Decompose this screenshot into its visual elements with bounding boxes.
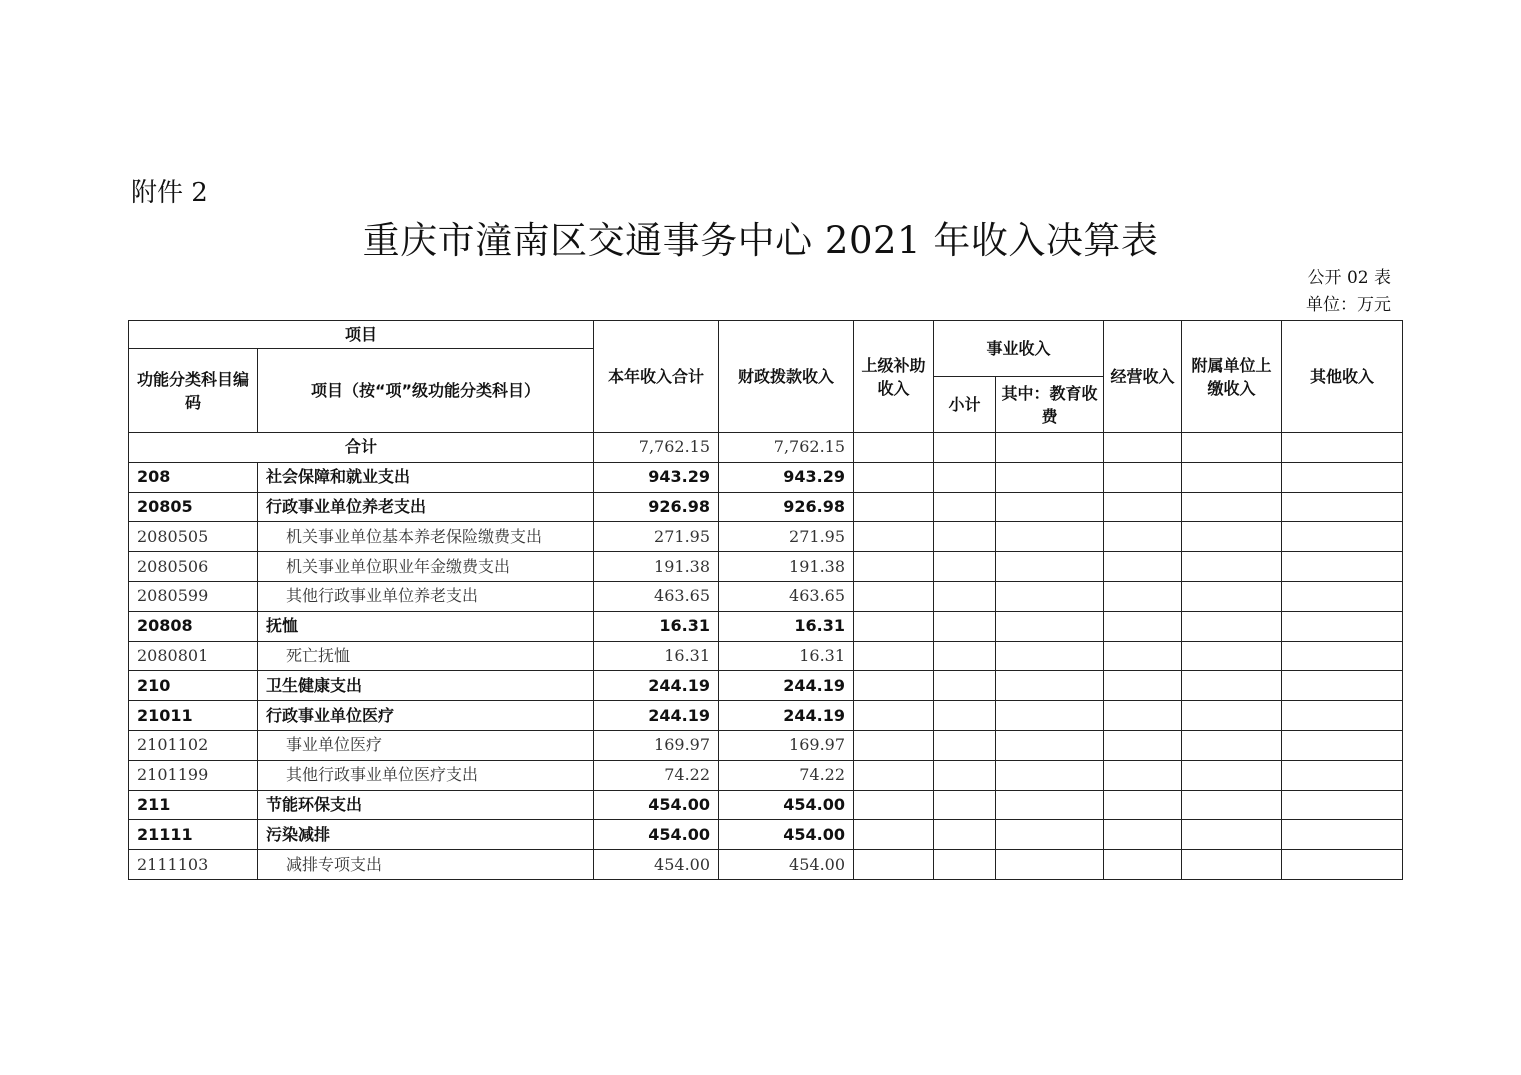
row-name: 死亡抚恤 xyxy=(258,641,594,671)
table-row xyxy=(129,522,1403,552)
header-operating: 经营收入 xyxy=(1104,321,1182,433)
empty-cell xyxy=(1104,552,1182,582)
empty-cell xyxy=(1282,760,1403,790)
row-name: 卫生健康支出 xyxy=(258,671,594,701)
total-fiscal-value: 7,762.15 xyxy=(719,433,854,463)
row-total-income: 271.95 xyxy=(594,522,719,552)
empty-cell xyxy=(854,641,934,671)
empty-cell xyxy=(854,730,934,760)
header-project: 项目 xyxy=(129,321,594,349)
row-code: 211 xyxy=(129,790,258,820)
row-name: 其他行政事业单位养老支出 xyxy=(258,581,594,611)
row-fiscal: 454.00 xyxy=(719,850,854,880)
attachment-label: 附件 2 xyxy=(131,178,208,208)
row-total-income: 74.22 xyxy=(594,760,719,790)
empty-cell xyxy=(1282,492,1403,522)
empty-cell xyxy=(854,611,934,641)
row-code: 2101102 xyxy=(129,730,258,760)
empty-cell xyxy=(1182,462,1282,492)
empty-cell xyxy=(1182,492,1282,522)
row-code: 21111 xyxy=(129,820,258,850)
row-code: 2111103 xyxy=(129,850,258,880)
empty-cell xyxy=(1182,522,1282,552)
row-fiscal: 454.00 xyxy=(719,820,854,850)
document-title: 重庆市潼南区交通事务中心 2021 年收入决算表 xyxy=(362,219,1159,262)
empty-cell xyxy=(1182,820,1282,850)
row-name: 节能环保支出 xyxy=(258,790,594,820)
table-row xyxy=(129,492,1403,522)
empty-cell xyxy=(1104,790,1182,820)
empty-cell xyxy=(854,820,934,850)
row-name: 机关事业单位基本养老保险缴费支出 xyxy=(258,522,594,552)
empty-cell xyxy=(1182,641,1282,671)
header-other: 其他收入 xyxy=(1282,321,1403,433)
row-fiscal: 16.31 xyxy=(719,611,854,641)
empty-cell xyxy=(996,462,1104,492)
empty-cell xyxy=(1182,850,1282,880)
empty-cell xyxy=(1282,611,1403,641)
unit-label: 单位：万元 xyxy=(1306,295,1391,315)
row-total-income: 244.19 xyxy=(594,701,719,731)
income-table xyxy=(128,320,1403,880)
empty-cell xyxy=(934,611,996,641)
empty-cell xyxy=(996,730,1104,760)
empty-cell xyxy=(854,581,934,611)
empty-cell xyxy=(934,760,996,790)
table-row xyxy=(129,730,1403,760)
row-code: 20808 xyxy=(129,611,258,641)
empty-cell xyxy=(1182,790,1282,820)
row-fiscal: 191.38 xyxy=(719,552,854,582)
row-total-income: 454.00 xyxy=(594,850,719,880)
table-row xyxy=(129,820,1403,850)
empty-cell xyxy=(996,790,1104,820)
row-total-income: 244.19 xyxy=(594,671,719,701)
table-header xyxy=(129,321,1403,433)
empty-cell xyxy=(996,641,1104,671)
empty-cell xyxy=(934,701,996,731)
empty-cell xyxy=(996,701,1104,731)
empty-cell xyxy=(854,433,934,463)
header-subtotal: 小计 xyxy=(934,377,996,433)
empty-cell xyxy=(854,552,934,582)
row-code: 20805 xyxy=(129,492,258,522)
empty-cell xyxy=(996,760,1104,790)
empty-cell xyxy=(934,820,996,850)
total-income-value: 7,762.15 xyxy=(594,433,719,463)
empty-cell xyxy=(934,671,996,701)
empty-cell xyxy=(1104,492,1182,522)
empty-cell xyxy=(934,522,996,552)
empty-cell xyxy=(1282,581,1403,611)
empty-cell xyxy=(996,820,1104,850)
row-total-income: 454.00 xyxy=(594,790,719,820)
empty-cell xyxy=(1282,522,1403,552)
row-fiscal: 926.98 xyxy=(719,492,854,522)
empty-cell xyxy=(934,492,996,522)
empty-cell xyxy=(1104,760,1182,790)
table-number: 公开 02 表 xyxy=(1307,268,1391,288)
header-fiscal: 财政拨款收入 xyxy=(719,321,854,433)
empty-cell xyxy=(1104,701,1182,731)
total-label: 合计 xyxy=(129,433,594,463)
empty-cell xyxy=(934,433,996,463)
row-total-income: 169.97 xyxy=(594,730,719,760)
empty-cell xyxy=(934,462,996,492)
empty-cell xyxy=(996,581,1104,611)
empty-cell xyxy=(1104,433,1182,463)
row-total-income: 943.29 xyxy=(594,462,719,492)
empty-cell xyxy=(1104,850,1182,880)
empty-cell xyxy=(1182,581,1282,611)
empty-cell xyxy=(1282,850,1403,880)
table-row xyxy=(129,462,1403,492)
empty-cell xyxy=(996,611,1104,641)
row-name: 行政事业单位医疗 xyxy=(258,701,594,731)
row-name: 抚恤 xyxy=(258,611,594,641)
empty-cell xyxy=(1182,671,1282,701)
empty-cell xyxy=(1104,820,1182,850)
header-item: 项目（按“项”级功能分类科目） xyxy=(258,349,594,433)
empty-cell xyxy=(1282,433,1403,463)
table-row xyxy=(129,701,1403,731)
row-total-income: 454.00 xyxy=(594,820,719,850)
empty-cell xyxy=(854,850,934,880)
row-total-income: 191.38 xyxy=(594,552,719,582)
header-edu-fee: 其中：教育收费 xyxy=(996,377,1104,433)
row-code: 2080506 xyxy=(129,552,258,582)
empty-cell xyxy=(1282,820,1403,850)
empty-cell xyxy=(996,522,1104,552)
table-row xyxy=(129,552,1403,582)
empty-cell xyxy=(1182,433,1282,463)
header-superior: 上级补助收入 xyxy=(854,321,934,433)
row-fiscal: 74.22 xyxy=(719,760,854,790)
table-row xyxy=(129,671,1403,701)
row-fiscal: 271.95 xyxy=(719,522,854,552)
empty-cell xyxy=(854,701,934,731)
empty-cell xyxy=(996,552,1104,582)
table-row xyxy=(129,611,1403,641)
empty-cell xyxy=(1104,671,1182,701)
row-code: 2080505 xyxy=(129,522,258,552)
empty-cell xyxy=(1104,611,1182,641)
table-body xyxy=(129,433,1403,880)
empty-cell xyxy=(1104,730,1182,760)
empty-cell xyxy=(934,850,996,880)
empty-cell xyxy=(1282,790,1403,820)
row-name: 减排专项支出 xyxy=(258,850,594,880)
empty-cell xyxy=(1104,522,1182,552)
empty-cell xyxy=(934,790,996,820)
table-row xyxy=(129,641,1403,671)
empty-cell xyxy=(934,581,996,611)
row-total-income: 16.31 xyxy=(594,641,719,671)
empty-cell xyxy=(1104,641,1182,671)
empty-cell xyxy=(1182,552,1282,582)
row-total-income: 16.31 xyxy=(594,611,719,641)
empty-cell xyxy=(996,492,1104,522)
empty-cell xyxy=(854,671,934,701)
total-row xyxy=(129,433,1403,463)
row-name: 污染减排 xyxy=(258,820,594,850)
row-code: 208 xyxy=(129,462,258,492)
empty-cell xyxy=(934,730,996,760)
header-affiliated: 附属单位上缴收入 xyxy=(1182,321,1282,433)
row-fiscal: 16.31 xyxy=(719,641,854,671)
empty-cell xyxy=(934,552,996,582)
header-business: 事业收入 xyxy=(934,321,1104,377)
empty-cell xyxy=(854,492,934,522)
empty-cell xyxy=(1182,611,1282,641)
empty-cell xyxy=(1104,462,1182,492)
table-row xyxy=(129,581,1403,611)
empty-cell xyxy=(1282,671,1403,701)
row-total-income: 926.98 xyxy=(594,492,719,522)
table-row xyxy=(129,760,1403,790)
empty-cell xyxy=(1182,701,1282,731)
row-name: 行政事业单位养老支出 xyxy=(258,492,594,522)
row-code: 2101199 xyxy=(129,760,258,790)
row-fiscal: 244.19 xyxy=(719,671,854,701)
row-code: 2080801 xyxy=(129,641,258,671)
table-row xyxy=(129,850,1403,880)
row-total-income: 463.65 xyxy=(594,581,719,611)
empty-cell xyxy=(1282,641,1403,671)
empty-cell xyxy=(1182,760,1282,790)
row-code: 210 xyxy=(129,671,258,701)
header-code: 功能分类科目编码 xyxy=(129,349,258,433)
row-name: 事业单位医疗 xyxy=(258,730,594,760)
empty-cell xyxy=(1282,462,1403,492)
row-code: 21011 xyxy=(129,701,258,731)
empty-cell xyxy=(854,790,934,820)
empty-cell xyxy=(996,433,1104,463)
table-row xyxy=(129,790,1403,820)
row-fiscal: 454.00 xyxy=(719,790,854,820)
row-code: 2080599 xyxy=(129,581,258,611)
empty-cell xyxy=(1182,730,1282,760)
empty-cell xyxy=(1282,730,1403,760)
empty-cell xyxy=(996,850,1104,880)
row-name: 其他行政事业单位医疗支出 xyxy=(258,760,594,790)
empty-cell xyxy=(1282,552,1403,582)
empty-cell xyxy=(854,760,934,790)
row-fiscal: 463.65 xyxy=(719,581,854,611)
empty-cell xyxy=(854,462,934,492)
row-fiscal: 943.29 xyxy=(719,462,854,492)
row-fiscal: 244.19 xyxy=(719,701,854,731)
empty-cell xyxy=(1282,701,1403,731)
empty-cell xyxy=(1104,581,1182,611)
empty-cell xyxy=(934,641,996,671)
empty-cell xyxy=(854,522,934,552)
row-name: 社会保障和就业支出 xyxy=(258,462,594,492)
header-total-income: 本年收入合计 xyxy=(594,321,719,433)
row-fiscal: 169.97 xyxy=(719,730,854,760)
row-name: 机关事业单位职业年金缴费支出 xyxy=(258,552,594,582)
empty-cell xyxy=(996,671,1104,701)
